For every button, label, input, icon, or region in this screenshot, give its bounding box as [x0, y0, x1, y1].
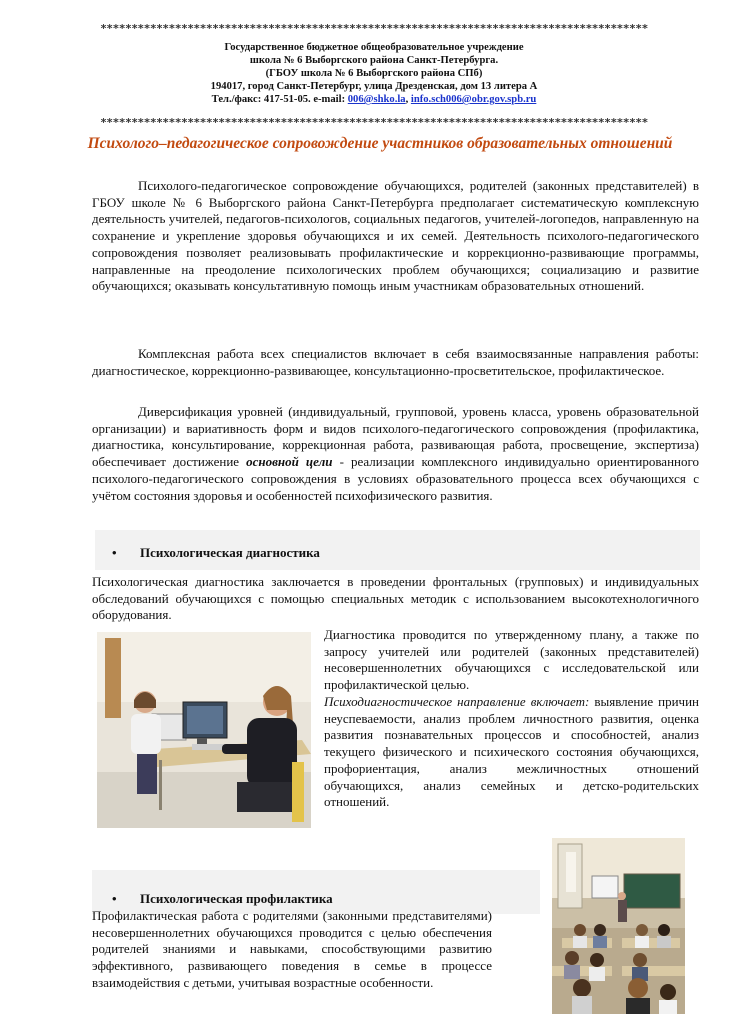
computer-class-photo	[97, 632, 311, 828]
bullet-dot: •	[112, 545, 117, 560]
header-line-2: школа № 6 Выборгского района Санкт-Петербурга.	[249, 55, 499, 66]
prevention-paragraph-1: Профилактическая работа с родителями (законными представителями) несовершеннолетних обучающихся проводится с целью обеспечения родителей знаниями и навыками, способствующими развитию эффективного, развивающего поведения в семье в процессе взаимодействия с детьми, учитывая возрастные особенности.	[92, 908, 492, 990]
school-header	[0, 41, 748, 106]
diagnostics-photo	[97, 632, 311, 828]
intro-paragraph-2: Комплексная работа всех специалистов включает в себя взаимосвязанные направления работы: диагностическое, коррекционно-развивающее, консультационно-просветительское, профилактическое.	[92, 346, 699, 378]
header-line-1: Государственное бюджетное общеобразовательное учреждение	[224, 42, 524, 53]
goal-text-start: Диверсификация уровней (индивидуальный, групповой, уровень класса, уровень образовательной организации) и вариативность форм и видов психолого-педагогического сопровождения (профилактика, диагностика, консультирование, коррекционная работа, развивающая работа, просвещение, экспертиза) обеспечивает достижение	[92, 404, 699, 470]
diagnostics-paragraph-2: Диагностика проводится по утвержденному плану, а также по запросу учителей или родителей (законных представителей) несовершеннолетних обучающихся с исследовательской или профилактической целью.	[324, 627, 699, 693]
prevention-title: Психологическая профилактика	[140, 891, 333, 906]
goal-text-end: - реализации комплексного индивидуально ориентированного психолого-педагогического сопровождения в условиях образовательного процесса всех обучающихся с учётом состояния здоровья и особенностей психофизического развития.	[92, 454, 700, 503]
decorative-stars-top: ****************************************************************************************	[100, 22, 648, 35]
goal-highlight: основной цели	[246, 454, 333, 470]
diagnostics-title: Психологическая диагностика	[140, 545, 320, 560]
diagnostics-paragraph-3	[324, 694, 699, 811]
bullet-dot: •	[112, 891, 117, 906]
intro-paragraph-3	[92, 404, 699, 504]
diagnostics-includes-list: выявление причин неуспеваемости, анализ проблем личностного развития, оценка развития познавательных процессов и способностей, анализ текущего физического и психического состояния обучающихся, профориентация, анализ межличностных отношений обучающихся, анализ семейных и детско-родительских отношений.	[324, 694, 699, 810]
header-line-3: (ГБОУ школа № 6 Выборгского района СПб)	[265, 68, 483, 79]
diagnostics-heading	[112, 545, 320, 561]
email-link-2[interactable]: info.sch006@obr.gov.spb.ru	[410, 94, 537, 105]
diagnostics-paragraph-1: Психологическая диагностика заключается в проведении фронтальных (групповых) и индивидуальных обследований обучающихся с помощью специальных методик с использованием высокотехнологичного оборудования.	[92, 574, 699, 623]
decorative-stars-bottom: ****************************************************************************************	[100, 116, 648, 129]
header-address: 194017, город Санкт-Петербург, улица Дрезденская, дом 13 литера А	[210, 81, 538, 92]
page-title: Психолого–педагогическое сопровождение участников образовательных отношений	[87, 135, 673, 152]
email-separator: ,	[405, 94, 411, 105]
email-link-1[interactable]: 006@shko.la	[347, 94, 406, 105]
prevention-heading	[112, 891, 333, 907]
diagnostics-includes-label: Психодиагностическое направление включает:	[324, 694, 590, 709]
intro-paragraph-1: Психолого-педагогическое сопровождение обучающихся, родителей (законных представителей) в ГБОУ школе № 6 Выборгского района Санкт-Петербурга предполагает систематическую комплексную деятельность учителей, педагогов-психологов, социальных педагогов, учителей-логопедов, направленную на сохранение и укрепление здоровья обучающихся и их семей. Деятельность психолого-педагогического сопровождения позволяет реализовывать профилактические и коррекционно-развивающие программы, направленные на преодоление психологических проблем обучающихся; социализацию и развитие обучающихся; оказывать консультативную помощь иным участникам образовательных отношений.	[92, 178, 699, 294]
prevention-photo	[552, 838, 685, 1014]
header-contacts	[0, 93, 748, 106]
phone-fax: Тел./факс: 417-51-05. e-mail:	[211, 94, 348, 105]
classroom-photo	[552, 838, 685, 1014]
